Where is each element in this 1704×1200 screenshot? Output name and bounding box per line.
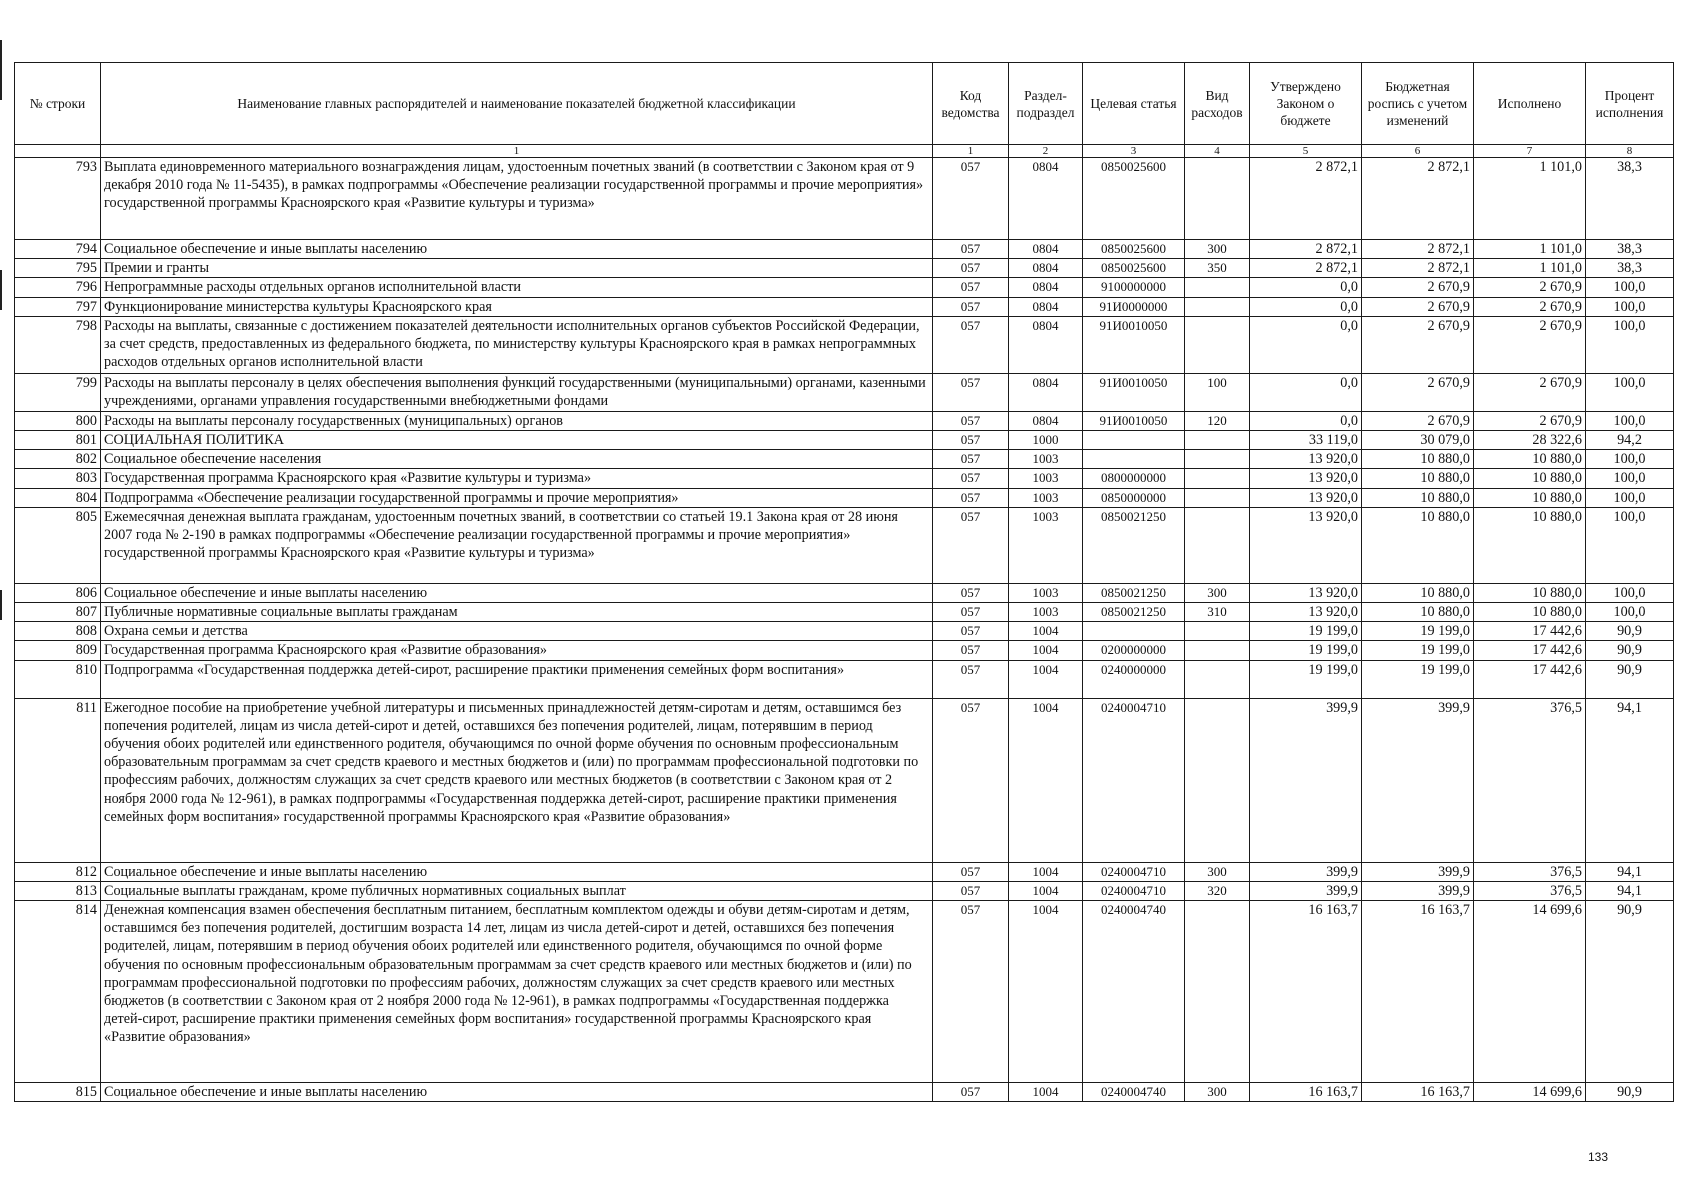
row-percent: 100,0 xyxy=(1586,411,1674,430)
row-dept-code: 057 xyxy=(933,660,1009,698)
row-budget-list: 19 199,0 xyxy=(1362,660,1474,698)
header-percent: Процент исполнения xyxy=(1586,63,1674,145)
row-dept-code: 057 xyxy=(933,622,1009,641)
row-executed: 2 670,9 xyxy=(1474,373,1586,411)
row-approved: 0,0 xyxy=(1250,411,1362,430)
row-number: 795 xyxy=(15,259,101,278)
row-budget-list: 16 163,7 xyxy=(1362,1083,1474,1102)
row-number: 809 xyxy=(15,641,101,660)
row-number: 815 xyxy=(15,1083,101,1102)
row-dept-code: 057 xyxy=(933,411,1009,430)
row-percent: 100,0 xyxy=(1586,603,1674,622)
row-dept-code: 057 xyxy=(933,583,1009,602)
table-row xyxy=(15,901,1674,1083)
row-number: 808 xyxy=(15,622,101,641)
table-row xyxy=(15,450,1674,469)
row-budget-list: 10 880,0 xyxy=(1362,450,1474,469)
row-section: 0804 xyxy=(1009,411,1083,430)
row-number: 806 xyxy=(15,583,101,602)
row-executed: 17 442,6 xyxy=(1474,622,1586,641)
page-number: 133 xyxy=(1588,1150,1609,1164)
row-exp-type xyxy=(1185,901,1250,1083)
row-target: 0240004710 xyxy=(1083,881,1185,900)
column-number: 1 xyxy=(933,145,1009,158)
row-budget-list: 399,9 xyxy=(1362,698,1474,862)
row-section: 1003 xyxy=(1009,507,1083,583)
row-number: 800 xyxy=(15,411,101,430)
row-dept-code: 057 xyxy=(933,603,1009,622)
row-dept-code: 057 xyxy=(933,297,1009,316)
row-dept-code: 057 xyxy=(933,881,1009,900)
row-name: Премии и гранты xyxy=(101,259,933,278)
row-budget-list: 10 880,0 xyxy=(1362,469,1474,488)
column-number: 3 xyxy=(1083,145,1185,158)
row-percent: 38,3 xyxy=(1586,240,1674,259)
row-approved: 33 119,0 xyxy=(1250,431,1362,450)
row-number: 810 xyxy=(15,660,101,698)
row-approved: 0,0 xyxy=(1250,373,1362,411)
row-exp-type: 300 xyxy=(1185,240,1250,259)
row-name: Социальное обеспечение и иные выплаты населению xyxy=(101,583,933,602)
row-number: 811 xyxy=(15,698,101,862)
row-number: 797 xyxy=(15,297,101,316)
row-approved: 19 199,0 xyxy=(1250,660,1362,698)
row-exp-type xyxy=(1185,622,1250,641)
row-name: Подпрограмма «Обеспечение реализации государственной программы и прочие мероприятия» xyxy=(101,488,933,507)
header-row-no: № строки xyxy=(15,63,101,145)
row-exp-type: 300 xyxy=(1185,1083,1250,1102)
row-target: 91И0010050 xyxy=(1083,373,1185,411)
row-approved: 13 920,0 xyxy=(1250,603,1362,622)
row-dept-code: 057 xyxy=(933,278,1009,297)
row-percent: 38,3 xyxy=(1586,259,1674,278)
row-percent: 94,1 xyxy=(1586,698,1674,862)
row-budget-list: 399,9 xyxy=(1362,881,1474,900)
row-number: 801 xyxy=(15,431,101,450)
row-executed: 14 699,6 xyxy=(1474,901,1586,1083)
row-name: Социальное обеспечение и иные выплаты населению xyxy=(101,1083,933,1102)
row-percent: 100,0 xyxy=(1586,469,1674,488)
row-target: 0850021250 xyxy=(1083,583,1185,602)
row-target: 0850000000 xyxy=(1083,488,1185,507)
row-budget-list: 10 880,0 xyxy=(1362,488,1474,507)
table-row xyxy=(15,278,1674,297)
row-target: 0850021250 xyxy=(1083,507,1185,583)
row-approved: 399,9 xyxy=(1250,698,1362,862)
row-approved: 399,9 xyxy=(1250,862,1362,881)
row-executed: 17 442,6 xyxy=(1474,641,1586,660)
row-target: 91И0000000 xyxy=(1083,297,1185,316)
row-executed: 28 322,6 xyxy=(1474,431,1586,450)
row-name: Социальное обеспечение и иные выплаты населению xyxy=(101,240,933,259)
row-number: 813 xyxy=(15,881,101,900)
row-percent: 90,9 xyxy=(1586,901,1674,1083)
row-budget-list: 2 670,9 xyxy=(1362,411,1474,430)
row-number: 793 xyxy=(15,158,101,240)
row-exp-type: 100 xyxy=(1185,373,1250,411)
table-row xyxy=(15,603,1674,622)
scan-margin-mark xyxy=(0,270,2,310)
row-section: 0804 xyxy=(1009,278,1083,297)
row-name: Расходы на выплаты персоналу в целях обеспечения выполнения функций государственными (муниципальными) органами, казенными учреждениями, органами управления государственными внебюджетными фондами xyxy=(101,373,933,411)
header-budget-list: Бюджетная роспись с учетом изменений xyxy=(1362,63,1474,145)
row-section: 0804 xyxy=(1009,259,1083,278)
row-number: 802 xyxy=(15,450,101,469)
row-approved: 16 163,7 xyxy=(1250,901,1362,1083)
table-row xyxy=(15,698,1674,862)
row-dept-code: 057 xyxy=(933,862,1009,881)
row-exp-type xyxy=(1185,316,1250,373)
table-row xyxy=(15,316,1674,373)
row-target: 0240004740 xyxy=(1083,1083,1185,1102)
header-approved: Утверждено Законом о бюджете xyxy=(1250,63,1362,145)
row-exp-type xyxy=(1185,488,1250,507)
table-body xyxy=(15,158,1674,1102)
row-dept-code: 057 xyxy=(933,901,1009,1083)
row-target xyxy=(1083,431,1185,450)
budget-execution-table xyxy=(14,62,1674,1102)
row-exp-type xyxy=(1185,278,1250,297)
table-row xyxy=(15,488,1674,507)
row-approved: 13 920,0 xyxy=(1250,507,1362,583)
row-section: 1003 xyxy=(1009,583,1083,602)
row-executed: 376,5 xyxy=(1474,698,1586,862)
row-percent: 100,0 xyxy=(1586,373,1674,411)
row-exp-type: 320 xyxy=(1185,881,1250,900)
row-section: 0804 xyxy=(1009,297,1083,316)
row-name: Государственная программа Красноярского края «Развитие образования» xyxy=(101,641,933,660)
row-section: 1004 xyxy=(1009,862,1083,881)
row-name: Охрана семьи и детства xyxy=(101,622,933,641)
row-budget-list: 2 670,9 xyxy=(1362,316,1474,373)
row-executed: 10 880,0 xyxy=(1474,583,1586,602)
row-approved: 13 920,0 xyxy=(1250,469,1362,488)
header-target: Целевая статья xyxy=(1083,63,1185,145)
row-approved: 19 199,0 xyxy=(1250,641,1362,660)
row-executed: 14 699,6 xyxy=(1474,1083,1586,1102)
row-approved: 399,9 xyxy=(1250,881,1362,900)
row-number: 804 xyxy=(15,488,101,507)
row-budget-list: 16 163,7 xyxy=(1362,901,1474,1083)
row-budget-list: 10 880,0 xyxy=(1362,507,1474,583)
row-budget-list: 2 670,9 xyxy=(1362,278,1474,297)
row-target: 0850025600 xyxy=(1083,240,1185,259)
row-section: 1004 xyxy=(1009,1083,1083,1102)
row-section: 0804 xyxy=(1009,240,1083,259)
row-name: Публичные нормативные социальные выплаты гражданам xyxy=(101,603,933,622)
row-budget-list: 2 670,9 xyxy=(1362,373,1474,411)
row-section: 1003 xyxy=(1009,469,1083,488)
row-name: СОЦИАЛЬНАЯ ПОЛИТИКА xyxy=(101,431,933,450)
row-number: 805 xyxy=(15,507,101,583)
row-dept-code: 057 xyxy=(933,316,1009,373)
row-budget-list: 2 872,1 xyxy=(1362,158,1474,240)
row-section: 1003 xyxy=(1009,488,1083,507)
row-section: 0804 xyxy=(1009,373,1083,411)
row-number: 812 xyxy=(15,862,101,881)
row-exp-type xyxy=(1185,158,1250,240)
row-target xyxy=(1083,450,1185,469)
row-exp-type: 120 xyxy=(1185,411,1250,430)
row-approved: 13 920,0 xyxy=(1250,488,1362,507)
row-dept-code: 057 xyxy=(933,1083,1009,1102)
row-name: Выплата единовременного материального вознаграждения лицам, удостоенным почетных званий (в соответствии с Законом края от 9 декабря 2010 года № 11-5435), в рамках подпрограммы «Обеспечение реализации государственной программы и прочие мероприятия» государственной программы Красноярского края «Развитие культуры и туризма» xyxy=(101,158,933,240)
header-name: Наименование главных распорядителей и наименование показателей бюджетной классификации xyxy=(101,63,933,145)
row-executed: 376,5 xyxy=(1474,862,1586,881)
row-percent: 100,0 xyxy=(1586,297,1674,316)
row-section: 0804 xyxy=(1009,316,1083,373)
row-name: Социальное обеспечение населения xyxy=(101,450,933,469)
table-row xyxy=(15,622,1674,641)
row-dept-code: 057 xyxy=(933,259,1009,278)
row-percent: 100,0 xyxy=(1586,450,1674,469)
row-approved: 0,0 xyxy=(1250,297,1362,316)
row-exp-type xyxy=(1185,297,1250,316)
row-executed: 17 442,6 xyxy=(1474,660,1586,698)
row-name: Социальное обеспечение и иные выплаты населению xyxy=(101,862,933,881)
row-name: Непрограммные расходы отдельных органов исполнительной власти xyxy=(101,278,933,297)
row-budget-list: 399,9 xyxy=(1362,862,1474,881)
row-executed: 1 101,0 xyxy=(1474,158,1586,240)
row-dept-code: 057 xyxy=(933,431,1009,450)
row-target: 9100000000 xyxy=(1083,278,1185,297)
row-dept-code: 057 xyxy=(933,240,1009,259)
row-section: 1003 xyxy=(1009,450,1083,469)
table-row xyxy=(15,641,1674,660)
row-target: 91И0010050 xyxy=(1083,411,1185,430)
row-number: 807 xyxy=(15,603,101,622)
row-name: Расходы на выплаты персоналу государственных (муниципальных) органов xyxy=(101,411,933,430)
row-budget-list: 19 199,0 xyxy=(1362,641,1474,660)
row-target: 0240004740 xyxy=(1083,901,1185,1083)
row-target: 0240000000 xyxy=(1083,660,1185,698)
row-exp-type xyxy=(1185,469,1250,488)
row-target xyxy=(1083,622,1185,641)
row-target: 0240004710 xyxy=(1083,698,1185,862)
row-name: Функционирование министерства культуры Красноярского края xyxy=(101,297,933,316)
column-number: 4 xyxy=(1185,145,1250,158)
row-budget-list: 19 199,0 xyxy=(1362,622,1474,641)
row-executed: 1 101,0 xyxy=(1474,240,1586,259)
header-row xyxy=(15,63,1674,145)
row-dept-code: 057 xyxy=(933,507,1009,583)
table-row xyxy=(15,240,1674,259)
scan-margin-mark xyxy=(0,40,2,100)
column-number xyxy=(15,145,101,158)
row-executed: 10 880,0 xyxy=(1474,469,1586,488)
row-number: 798 xyxy=(15,316,101,373)
row-section: 1004 xyxy=(1009,698,1083,862)
row-executed: 2 670,9 xyxy=(1474,411,1586,430)
row-target: 0200000000 xyxy=(1083,641,1185,660)
row-exp-type xyxy=(1185,660,1250,698)
row-exp-type xyxy=(1185,450,1250,469)
header-exp-type: Вид расходов xyxy=(1185,63,1250,145)
row-section: 0804 xyxy=(1009,158,1083,240)
row-exp-type xyxy=(1185,698,1250,862)
header-dept-code: Код ведомства xyxy=(933,63,1009,145)
row-percent: 94,2 xyxy=(1586,431,1674,450)
row-section: 1004 xyxy=(1009,641,1083,660)
row-executed: 376,5 xyxy=(1474,881,1586,900)
row-target: 0240004710 xyxy=(1083,862,1185,881)
column-number: 2 xyxy=(1009,145,1083,158)
header-executed: Исполнено xyxy=(1474,63,1586,145)
column-number: 7 xyxy=(1474,145,1586,158)
row-approved: 13 920,0 xyxy=(1250,450,1362,469)
row-dept-code: 057 xyxy=(933,450,1009,469)
row-number: 796 xyxy=(15,278,101,297)
table-row xyxy=(15,1083,1674,1102)
row-section: 1004 xyxy=(1009,622,1083,641)
row-dept-code: 057 xyxy=(933,641,1009,660)
row-percent: 90,9 xyxy=(1586,641,1674,660)
column-number: 8 xyxy=(1586,145,1674,158)
table-row xyxy=(15,469,1674,488)
row-budget-list: 10 880,0 xyxy=(1362,583,1474,602)
scan-margin-mark xyxy=(0,590,2,620)
table-row xyxy=(15,431,1674,450)
row-approved: 19 199,0 xyxy=(1250,622,1362,641)
table-row xyxy=(15,660,1674,698)
row-exp-type: 350 xyxy=(1185,259,1250,278)
table-row xyxy=(15,411,1674,430)
row-dept-code: 057 xyxy=(933,373,1009,411)
row-section: 1004 xyxy=(1009,901,1083,1083)
row-section: 1004 xyxy=(1009,881,1083,900)
table-row xyxy=(15,507,1674,583)
row-percent: 38,3 xyxy=(1586,158,1674,240)
row-exp-type: 310 xyxy=(1185,603,1250,622)
row-budget-list: 10 880,0 xyxy=(1362,603,1474,622)
row-exp-type xyxy=(1185,507,1250,583)
row-target: 91И0010050 xyxy=(1083,316,1185,373)
row-dept-code: 057 xyxy=(933,158,1009,240)
row-percent: 90,9 xyxy=(1586,1083,1674,1102)
row-percent: 100,0 xyxy=(1586,278,1674,297)
row-number: 814 xyxy=(15,901,101,1083)
row-number: 803 xyxy=(15,469,101,488)
row-executed: 2 670,9 xyxy=(1474,278,1586,297)
row-approved: 16 163,7 xyxy=(1250,1083,1362,1102)
row-budget-list: 2 872,1 xyxy=(1362,259,1474,278)
row-target: 0850025600 xyxy=(1083,259,1185,278)
row-budget-list: 2 670,9 xyxy=(1362,297,1474,316)
row-approved: 2 872,1 xyxy=(1250,259,1362,278)
row-approved: 2 872,1 xyxy=(1250,240,1362,259)
row-target: 0850021250 xyxy=(1083,603,1185,622)
table-row xyxy=(15,881,1674,900)
row-name: Ежегодное пособие на приобретение учебной литературы и письменных принадлежностей детям-сиротам и детям, оставшимся без попечения родителей, лицам из числа детей-сирот и детей, оставшихся без попечения родителей, лицам, потерявшим в период обучения обоих родителей или единственного родителя, обучающимся по очной форме обучения по основным профессиональным образовательным программам за счет средств краевого и местных бюджетов и (или) по программам профессиональной подготовки по профессиям рабочих, должностям служащих за счет средств краевого или местных бюджетов (в соответствии с Законом края от 2 ноября 2000 года № 12-961), в рамках подпрограммы «Государственная поддержка детей-сирот, расширение практики применения семейных форм воспитания» государственной программы Красноярского края «Развитие образования» xyxy=(101,698,933,862)
row-target: 0800000000 xyxy=(1083,469,1185,488)
row-budget-list: 30 079,0 xyxy=(1362,431,1474,450)
row-dept-code: 057 xyxy=(933,698,1009,862)
row-percent: 100,0 xyxy=(1586,583,1674,602)
row-percent: 94,1 xyxy=(1586,881,1674,900)
row-approved: 0,0 xyxy=(1250,316,1362,373)
row-exp-type xyxy=(1185,641,1250,660)
row-executed: 10 880,0 xyxy=(1474,507,1586,583)
table-row xyxy=(15,373,1674,411)
row-name: Государственная программа Красноярского края «Развитие культуры и туризма» xyxy=(101,469,933,488)
row-percent: 90,9 xyxy=(1586,660,1674,698)
row-percent: 100,0 xyxy=(1586,488,1674,507)
row-budget-list: 2 872,1 xyxy=(1362,240,1474,259)
row-exp-type: 300 xyxy=(1185,583,1250,602)
row-approved: 13 920,0 xyxy=(1250,583,1362,602)
table-row xyxy=(15,583,1674,602)
table-row xyxy=(15,862,1674,881)
row-name: Расходы на выплаты, связанные с достижением показателей деятельности исполнительных органов субъектов Российской Федерации, за счет средств, предоставленных из федерального бюджета, по министерству культуры Красноярского края в рамках непрограммных расходов отдельных органов исполнительной власти xyxy=(101,316,933,373)
column-number: 6 xyxy=(1362,145,1474,158)
row-number: 799 xyxy=(15,373,101,411)
row-executed: 10 880,0 xyxy=(1474,450,1586,469)
row-percent: 94,1 xyxy=(1586,862,1674,881)
row-section: 1000 xyxy=(1009,431,1083,450)
row-dept-code: 057 xyxy=(933,488,1009,507)
row-percent: 90,9 xyxy=(1586,622,1674,641)
row-number: 794 xyxy=(15,240,101,259)
table-row xyxy=(15,297,1674,316)
row-section: 1003 xyxy=(1009,603,1083,622)
row-executed: 10 880,0 xyxy=(1474,603,1586,622)
row-name: Социальные выплаты гражданам, кроме публичных нормативных социальных выплат xyxy=(101,881,933,900)
row-name: Подпрограмма «Государственная поддержка детей-сирот, расширение практики применения семейных форм воспитания» xyxy=(101,660,933,698)
table-row xyxy=(15,158,1674,240)
row-percent: 100,0 xyxy=(1586,507,1674,583)
row-name: Денежная компенсация взамен обеспечения бесплатным питанием, бесплатным комплектом одежды и обуви детям-сиротам и детям, оставшимся без попечения родителей, достигшим возраста 14 лет, лицам из числа детей-сирот и детей, оставшихся без попечения родителей, лицам, потерявшим в период обучения обоих родителей или единственного родителя, обучающимся по очной форме обучения по основным профессиональным образовательным программам за счет средств краевого или местных бюджетов и (или) по программам профессиональной подготовки по профессиям рабочих, должностям служащих за счет средств краевого или местных бюджетов (в соответствии с Законом края от 2 ноября 2000 года № 12-961), в рамках подпрограммы «Государственная поддержка детей-сирот, расширение практики применения семейных форм воспитания» государственной программы Красноярского края «Развитие образования» xyxy=(101,901,933,1083)
row-approved: 0,0 xyxy=(1250,278,1362,297)
row-executed: 2 670,9 xyxy=(1474,297,1586,316)
column-number-row xyxy=(15,145,1674,158)
row-exp-type: 300 xyxy=(1185,862,1250,881)
column-number: 5 xyxy=(1250,145,1362,158)
table-row xyxy=(15,259,1674,278)
row-approved: 2 872,1 xyxy=(1250,158,1362,240)
row-dept-code: 057 xyxy=(933,469,1009,488)
row-name: Ежемесячная денежная выплата гражданам, удостоенным почетных званий, в соответствии со статьей 19.1 Закона края от 28 июня 2007 года № 2-190 в рамках подпрограммы «Обеспечение реализации государственной программы и прочие мероприятия» государственной программы Красноярского края «Развитие культуры и туризма» xyxy=(101,507,933,583)
row-executed: 2 670,9 xyxy=(1474,316,1586,373)
row-executed: 10 880,0 xyxy=(1474,488,1586,507)
row-executed: 1 101,0 xyxy=(1474,259,1586,278)
header-section: Раздел-подраздел xyxy=(1009,63,1083,145)
row-section: 1004 xyxy=(1009,660,1083,698)
row-exp-type xyxy=(1185,431,1250,450)
row-percent: 100,0 xyxy=(1586,316,1674,373)
column-number: 1 xyxy=(101,145,933,158)
row-target: 0850025600 xyxy=(1083,158,1185,240)
